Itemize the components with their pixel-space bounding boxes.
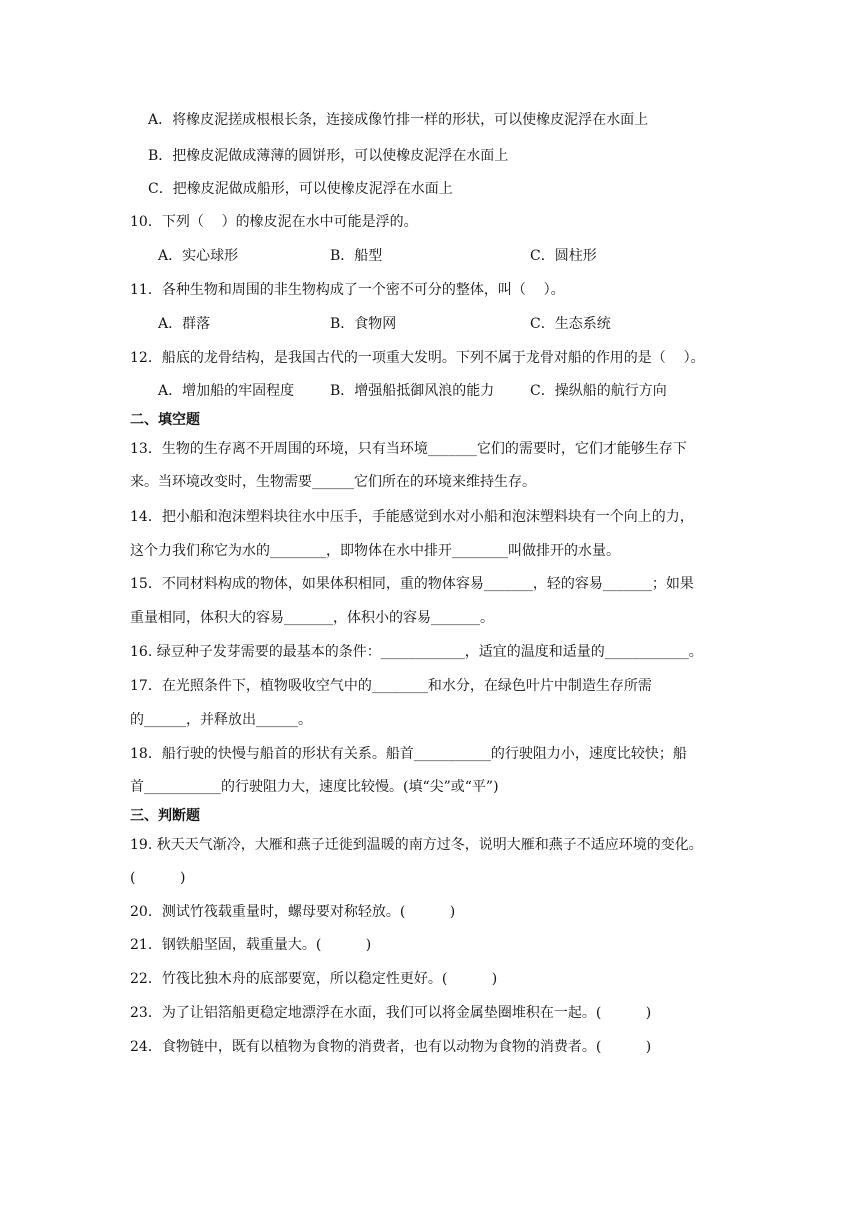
q10-option-b: B．船型 bbox=[330, 248, 383, 264]
q13-line-2: 来。当环境改变时，生物需要______它们所在的环境来维持生存。 bbox=[130, 474, 536, 490]
q11-stem: 11．各种生物和周围的非生物构成了一个密不可分的整体，叫（ ）。 bbox=[130, 282, 565, 298]
q15-line-1: 15．不同材料构成的物体，如果体积相同，重的物体容易_______，轻的容易_______；如果 bbox=[130, 576, 694, 592]
q9-option-b: B．把橡皮泥做成薄薄的圆饼形，可以使橡皮泥浮在水面上 bbox=[148, 148, 509, 164]
q19-line-2: ( ) bbox=[130, 870, 186, 886]
q14-line-2: 这个力我们称它为水的________，即物体在水中排开________叫做排开的水量。 bbox=[130, 543, 620, 559]
q15-line-2: 重量相同，体积大的容易_______，体积小的容易_______。 bbox=[130, 610, 494, 626]
section-2-title: 二、填空题 bbox=[130, 412, 200, 428]
q10-option-c: C．圆柱形 bbox=[530, 248, 597, 264]
q11-option-b: B．食物网 bbox=[330, 316, 397, 332]
q13-line-1: 13．生物的生存离不开周围的环境，只有当环境_______它们的需要时，它们才能够生存下 bbox=[130, 441, 687, 457]
q20: 20．测试竹筏载重量时，螺母要对称轻放。( ) bbox=[130, 904, 456, 920]
q21: 21．钢铁船坚固，载重量大。( ) bbox=[130, 937, 372, 953]
q23: 23．为了让铝箔船更稳定地漂浮在水面，我们可以将金属垫圈堆积在一起。( ) bbox=[130, 1005, 652, 1021]
q14-line-1: 14．把小船和泡沫塑料块往水中压手，手能感觉到水对小船和泡沫塑料块有一个向上的力， bbox=[130, 509, 694, 525]
q12-option-c: C．操纵船的航行方向 bbox=[530, 383, 667, 399]
q12-option-b: B．增强船抵御风浪的能力 bbox=[330, 383, 495, 399]
q11-option-a: A．群落 bbox=[158, 316, 211, 332]
q12-option-a: A．增加船的牢固程度 bbox=[158, 383, 295, 399]
q11-option-c: C．生态系统 bbox=[530, 316, 611, 332]
q9-option-c: C．把橡皮泥做成船形，可以使橡皮泥浮在水面上 bbox=[148, 181, 453, 197]
q9-option-a: A．将橡皮泥搓成根根长条，连接成像竹排一样的形状，可以使橡皮泥浮在水面上 bbox=[148, 112, 649, 128]
q19-line-1: 19. 秋天天气渐冷，大雁和燕子迁徙到温暖的南方过冬，说明大雁和燕子不适应环境的变化。 bbox=[130, 837, 703, 853]
q17-line-2: 的______，并释放出______。 bbox=[130, 712, 312, 728]
section-3-title: 三、判断题 bbox=[130, 808, 200, 824]
q10-option-a: A．实心球形 bbox=[158, 248, 239, 264]
q18-line-1: 18．船行驶的快慢与船首的形状有关系。船首___________的行驶阻力小，速度比较快；船 bbox=[130, 746, 687, 762]
q24: 24．食物链中，既有以植物为食物的消费者，也有以动物为食物的消费者。( ) bbox=[130, 1039, 652, 1055]
q22: 22．竹筏比独木舟的底部要宽，所以稳定性更好。( ) bbox=[130, 971, 498, 987]
q18-line-2: 首___________的行驶阻力大，速度比较慢。(填“尖”或“平”) bbox=[130, 779, 499, 795]
q16-line-1: 16. 绿豆种子发芽需要的最基本的条件：____________，适宜的温度和适量的____________。 bbox=[130, 644, 703, 660]
q12-stem: 12．船底的龙骨结构，是我国古代的一项重大发明。下列不属于龙骨对船的作用的是（ ）。 bbox=[130, 350, 705, 366]
q10-stem: 10．下列（ ）的橡皮泥在水中可能是浮的。 bbox=[130, 214, 418, 230]
q17-line-1: 17．在光照条件下，植物吸收空气中的________和水分，在绿色叶片中制造生存所需 bbox=[130, 678, 652, 694]
